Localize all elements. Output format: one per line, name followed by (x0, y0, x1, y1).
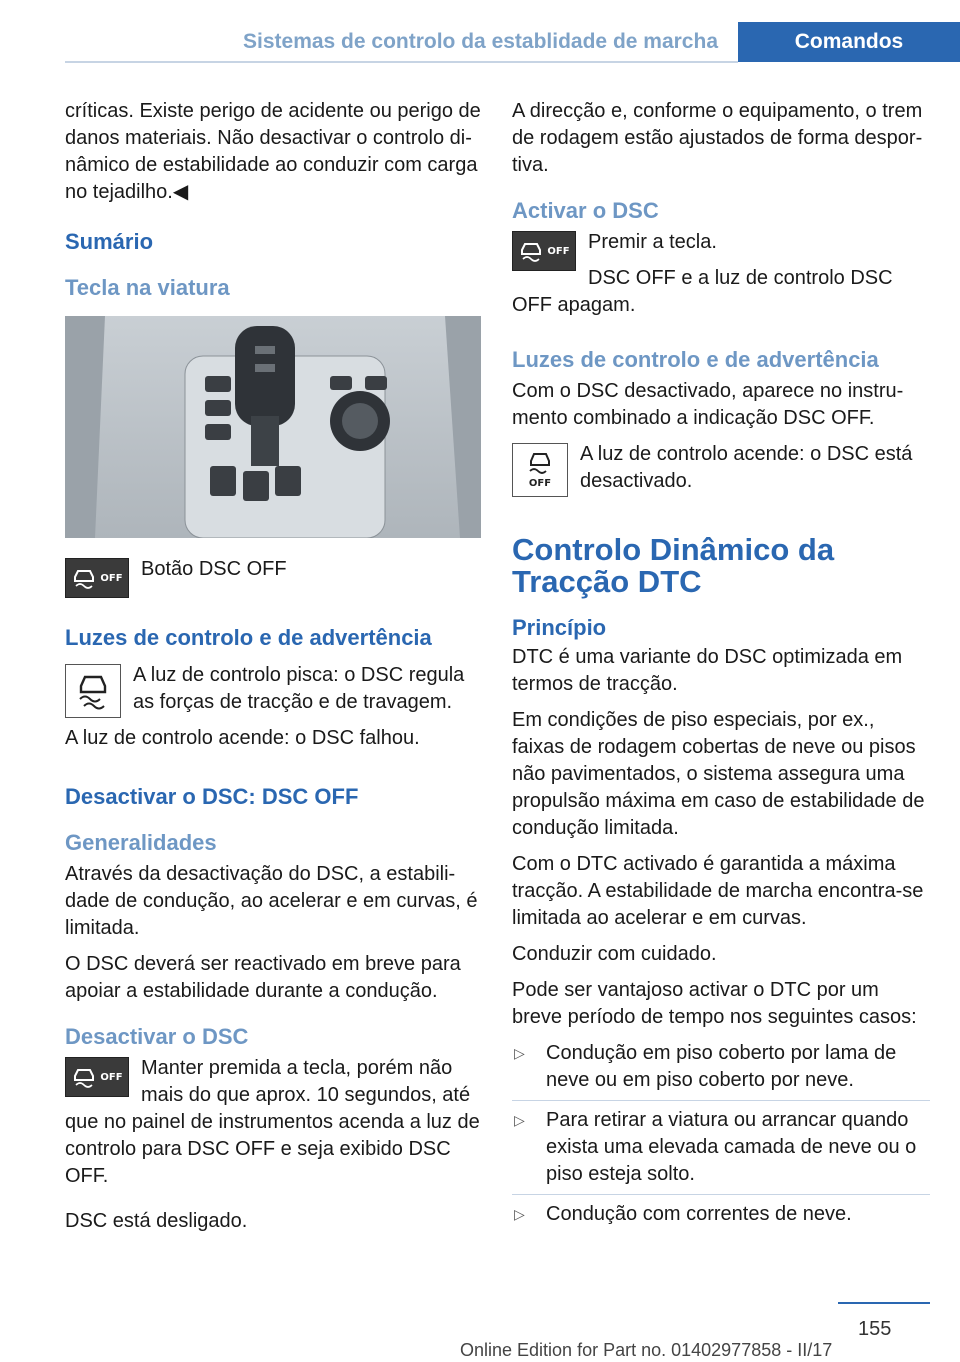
principio-p3: Com o DTC activado é garantida a máxima tracção. A estabilidade de marcha encontra-se limitada ao acelerar e em curvas. (512, 853, 924, 929)
page-header (0, 0, 960, 62)
page-number: 155 (858, 1318, 892, 1340)
heading-sumario: Sumário (65, 229, 154, 254)
luzes-right-p1: Com o DSC desactivado, aparece no instrumento combinado a indicação DSC OFF. (512, 380, 904, 429)
principio-p5: Pode ser vantajoso activar o DTC por um breve período de tempo nos seguintes casos: (512, 979, 917, 1028)
heading-desactivar: Desactivar o DSC: DSC OFF (65, 784, 359, 809)
list-item: ▷ Condução em piso coberto por lama de neve ou em piso coberto por neve. (512, 1040, 930, 1101)
triangle-bullet-icon: ▷ (514, 1206, 525, 1222)
right-intro-text: A direcção e, conforme o equipamento, o trem de rodagem estão ajustados de forma desportiva. (512, 100, 923, 176)
activar-block (512, 229, 930, 328)
heading-generalidades: Generalidades (65, 830, 217, 855)
footer-rule (838, 1302, 930, 1304)
header-rule (65, 61, 738, 63)
triangle-bullet-icon: ▷ (514, 1045, 525, 1061)
generalidades-p1: Através da desactivação do DSC, a estabilidade de condução, ao acelerar e em curvas, é limitada. (65, 863, 478, 939)
desactivar-block (65, 1055, 481, 1199)
dsc-off-warning-light-icon: OFF (512, 443, 568, 497)
cases-list (512, 1040, 930, 1228)
chapter-tab[interactable]: Comandos (738, 22, 960, 62)
luzes-block-left (65, 662, 481, 761)
heading-principio: Princípio (512, 615, 607, 640)
luzes-right-p2: A luz de controlo acende: o DSC está desactivado. (580, 443, 913, 492)
list-item: ▷ Para retirar a viatura ou arrancar quando exista uma elevada camada de neve ou o piso esteja solto. (512, 1107, 930, 1195)
luz-acende-text: A luz de controlo acende: o DSC falhou. (65, 727, 420, 749)
heading-activar: Activar o DSC (512, 198, 659, 223)
footer-edition: Online Edition for Part no. 01402977858 - II/17 (460, 1340, 833, 1360)
heading-tecla: Tecla na viatura (65, 275, 230, 300)
desactivar-p1: Manter premida a tecla, porém não mais do que aprox. 10 segundos, até que no painel de instrumentos acenda a luz de controlo para DSC OFF e seja exibido DSC OFF. (65, 1057, 480, 1187)
dsc-off-button-icon: OFF (512, 231, 576, 271)
list-item: ▷ Condução com correntes de neve. (512, 1201, 930, 1228)
principio-p4: Conduzir com cuidado. (512, 943, 717, 965)
heading-luzes-right: Luzes de controlo e de advertência (512, 347, 879, 372)
activar-p2: DSC OFF e a luz de controlo DSC OFF apagam. (512, 267, 893, 316)
dsc-button-caption: OFF Botão DSC OFF (65, 556, 481, 602)
generalidades-p2: O DSC deverá ser reactivado em breve para apoiar a estabilidade durante a condução. (65, 953, 461, 1002)
left-column (65, 98, 481, 1244)
heading-desactivar-dsc: Desactivar o DSC (65, 1024, 249, 1049)
triangle-bullet-icon: ▷ (514, 1112, 525, 1128)
section-title: Sistemas de controlo da establidade de marcha (243, 30, 718, 53)
dsc-off-button-icon: OFF (65, 558, 129, 598)
dsc-warning-light-icon (65, 664, 121, 718)
heading-luzes-left: Luzes de controlo e de advertência (65, 625, 432, 650)
principio-p2: Em condições de piso especiais, por ex., faixas de rodagem cobertas de neve ou pisos não pavimentados, o sistema assegura uma propulsão máxima em caso de estabilidade de condução limitada. (512, 709, 925, 839)
intro-text: críticas. Existe perigo de acidente ou perigo de danos materiais. Não desactivar o controlo dinâmico de estabilidade ao conduzir com carga no tejadilho.◀ (65, 100, 481, 203)
right-column (512, 98, 930, 1230)
luz-pisca-text: A luz de controlo pisca: o DSC regula as forças de tracção e de travagem. (133, 664, 465, 713)
principio-p1: DTC é uma variante do DSC optimizada em termos de tracção. (512, 646, 903, 695)
desactivar-p2: DSC está desligado. (65, 1210, 248, 1232)
luzes-block-right (512, 441, 930, 504)
dsc-off-button-icon: OFF (65, 1057, 129, 1097)
console-photo (65, 316, 481, 538)
activar-p1: Premir a tecla. (588, 231, 717, 253)
heading-dtc: Controlo Dinâmico da Tracção DTC (512, 532, 835, 599)
